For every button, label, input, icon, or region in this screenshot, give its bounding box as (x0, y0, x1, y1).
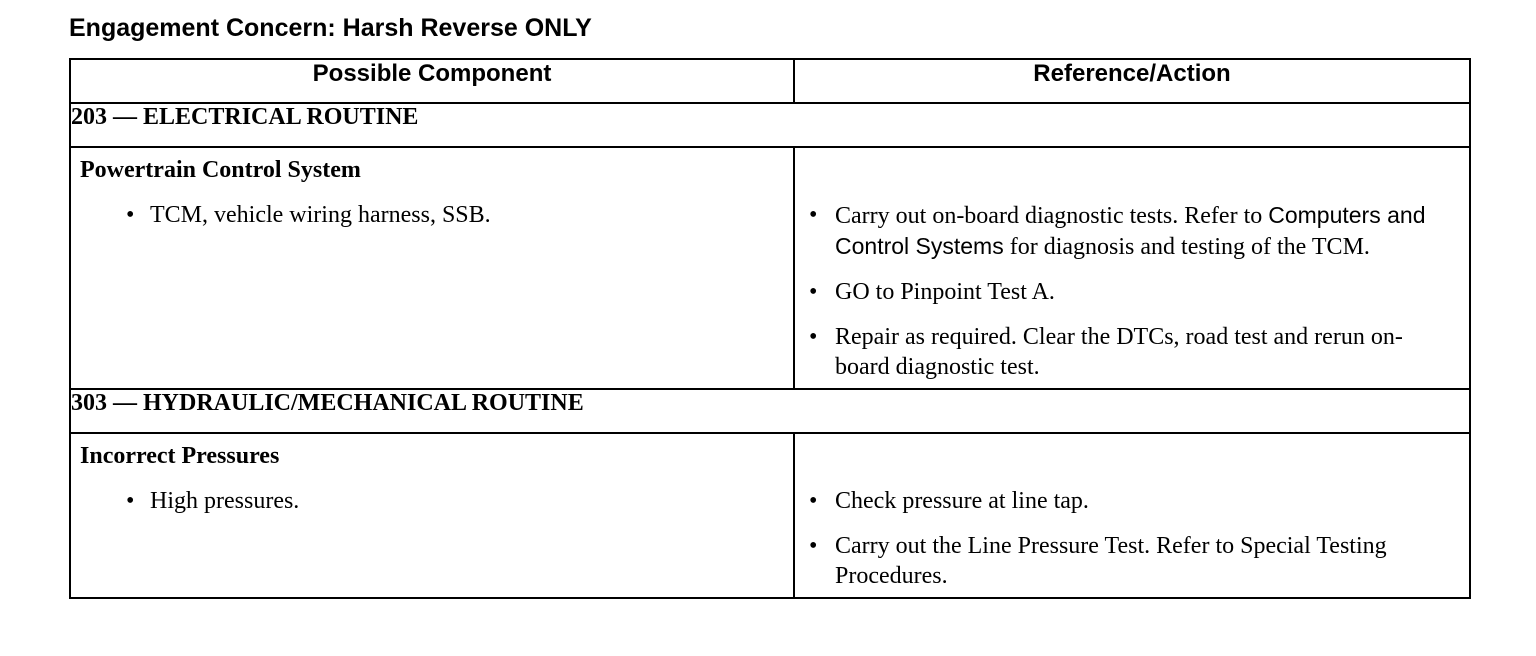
page-title: Engagement Concern: Harsh Reverse ONLY (69, 14, 592, 42)
action-cell (794, 433, 1470, 598)
action-text: for diagnosis and testing of the TCM. (1009, 234, 1370, 260)
component-cell (70, 433, 794, 598)
bullet-icon: • (809, 202, 818, 228)
table-header-row (70, 59, 1470, 103)
component-list (71, 185, 793, 230)
list-item (809, 486, 1449, 516)
list-item (809, 322, 1449, 382)
component-text: High pressures. (150, 488, 300, 514)
section-heading-electrical: 203 — ELECTRICAL ROUTINE (70, 103, 1470, 147)
action-text: Check pressure at line tap. (835, 488, 1089, 514)
component-text: TCM, vehicle wiring harness, SSB. (150, 202, 491, 228)
diagnosis-table (69, 58, 1471, 599)
action-text: Repair as required. Clear the DTCs, road test and rerun on-board diagnostic test. (835, 324, 1403, 380)
bullet-icon: • (809, 279, 818, 305)
action-text: GO to Pinpoint Test A. (835, 279, 1055, 305)
action-text: Carry out the Line Pressure Test. Refer to Special Testing Procedures. (835, 533, 1387, 589)
bullet-icon: • (809, 324, 818, 350)
table-row (70, 433, 1470, 598)
section-heading-hydraulic: 303 — HYDRAULIC/MECHANICAL ROUTINE (70, 389, 1470, 433)
list-item (809, 531, 1449, 591)
bullet-icon: • (809, 488, 818, 514)
list-item (809, 200, 1449, 262)
action-text: Carry out on-board diagnostic tests. Refer to (835, 203, 1263, 229)
bullet-icon: • (126, 202, 135, 228)
section-row (70, 389, 1470, 433)
component-list (71, 471, 793, 516)
list-item (809, 277, 1449, 307)
action-list (795, 148, 1469, 388)
section-row (70, 103, 1470, 147)
column-header-action: Reference/Action (794, 59, 1470, 103)
list-item (126, 200, 793, 230)
component-group-title: Incorrect Pressures (80, 443, 280, 469)
list-item (126, 486, 793, 516)
component-cell (70, 147, 794, 389)
table-row (70, 147, 1470, 389)
component-group-title: Powertrain Control System (80, 157, 361, 183)
bullet-icon: • (809, 533, 818, 559)
action-cell (794, 147, 1470, 389)
column-header-component: Possible Component (70, 59, 794, 103)
reference-link-computers-control-systems[interactable]: Computers and Control Systems (835, 202, 1426, 259)
action-list (795, 434, 1469, 597)
bullet-icon: • (126, 488, 135, 514)
